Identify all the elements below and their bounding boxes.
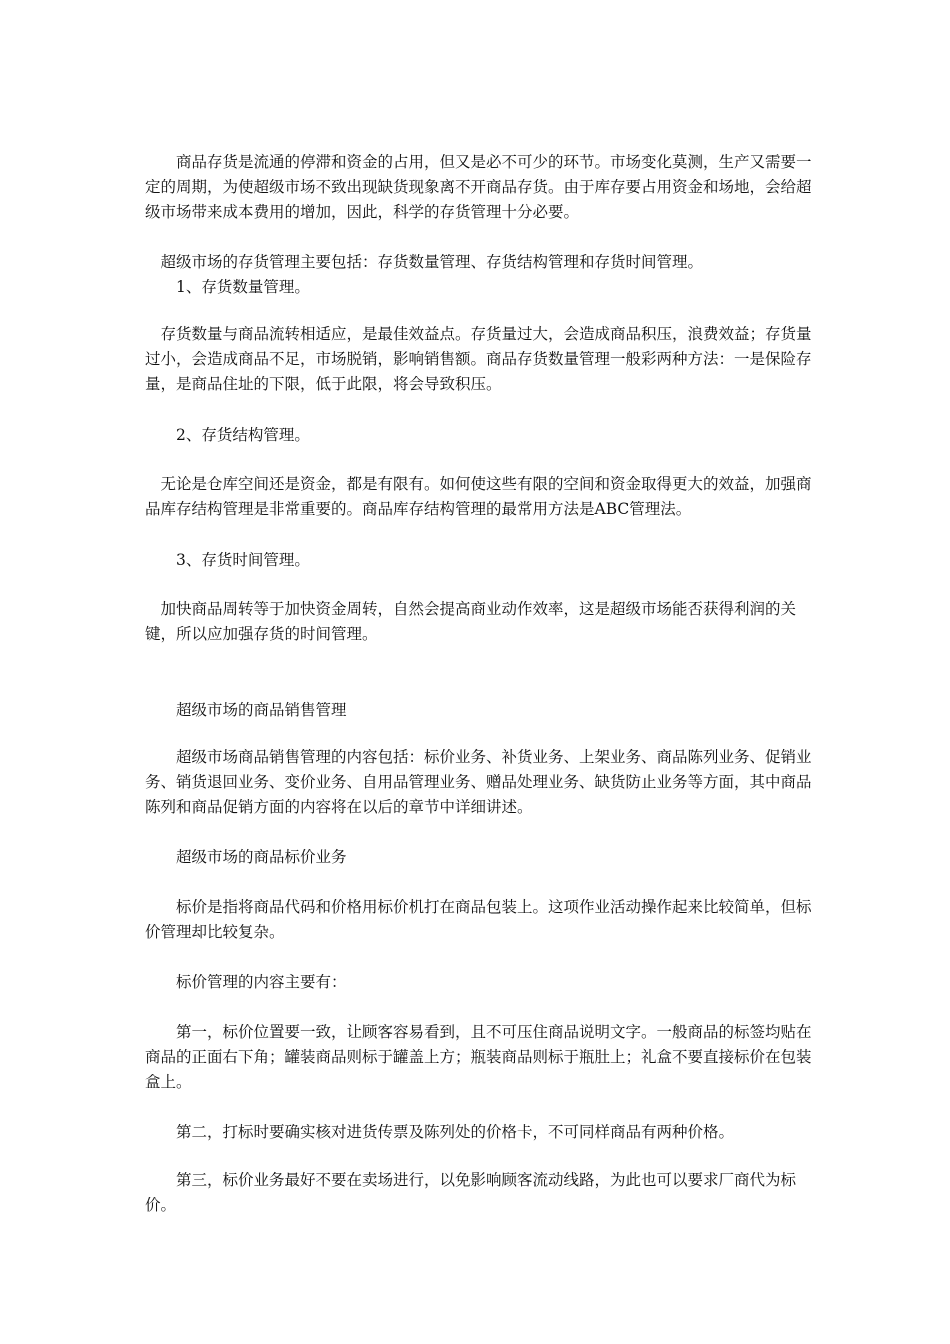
heading-quantity-management: 1、存货数量管理。 <box>145 278 310 296</box>
paragraph-pricing-first: 第一，标价位置要一致，让顾客容易看到，且不可压住商品说明文字。一般商品的标签均贴在商品的正面右下角；罐装商品则标于罐盖上方；瓶装商品则标于瓶肚上；礼盒不要直接标价在包装盒上。 <box>145 1023 812 1091</box>
heading-time-management: 3、存货时间管理。 <box>145 551 310 569</box>
heading-pricing-business: 超级市场的商品标价业务 <box>145 848 347 866</box>
paragraph-inventory-scope: 超级市场的存货管理主要包括：存货数量管理、存货结构管理和存货时间管理。 <box>145 253 704 271</box>
paragraph-pricing-contents: 标价管理的内容主要有： <box>145 973 347 991</box>
heading-sales-management: 超级市场的商品销售管理 <box>145 701 347 719</box>
paragraph-quantity-management: 存货数量与商品流转相适应，是最佳效益点。存货量过大，会造成商品积压，浪费效益；存货量过小，会造成商品不足，市场脱销，影响销售额。商品存货数量管理一般彩两种方法：一是保险存量，是商品住址的下限，低于此限，将会导致积压。 <box>145 325 812 393</box>
heading-structure-management: 2、存货结构管理。 <box>145 426 310 444</box>
paragraph-inventory-intro: 商品存货是流通的停滞和资金的占用，但又是必不可少的环节。市场变化莫测，生产又需要一定的周期，为使超级市场不致出现缺货现象离不开商品存货。由于库存要占用资金和场地，会给超级市场带来成本费用的增加，因此，科学的存货管理十分必要。 <box>145 153 812 221</box>
paragraph-pricing-second: 第二，打标时要确实核对进货传票及陈列处的价格卡，不可同样商品有两种价格。 <box>145 1123 735 1141</box>
paragraph-pricing-third: 第三，标价业务最好不要在卖场进行，以免影响顾客流动线路，为此也可以要求厂商代为标价。 <box>145 1171 797 1214</box>
paragraph-time-management: 加快商品周转等于加快资金周转，自然会提高商业动作效率，这是超级市场能否获得利润的关键，所以应加强存货的时间管理。 <box>145 600 797 643</box>
paragraph-sales-management: 超级市场商品销售管理的内容包括：标价业务、补货业务、上架业务、商品陈列业务、促销业务、销货退回业务、变价业务、自用品管理业务、赠品处理业务、缺货防止业务等方面，其中商品陈列和商品促销方面的内容将在以后的章节中详细讲述。 <box>145 748 812 816</box>
paragraph-pricing-definition: 标价是指将商品代码和价格用标价机打在商品包装上。这项作业活动操作起来比较简单，但标价管理却比较复杂。 <box>145 898 812 941</box>
paragraph-structure-management: 无论是仓库空间还是资金，都是有限有。如何使这些有限的空间和资金取得更大的效益，加强商品库存结构管理是非常重要的。商品库存结构管理的最常用方法是ABC管理法。 <box>145 475 812 518</box>
